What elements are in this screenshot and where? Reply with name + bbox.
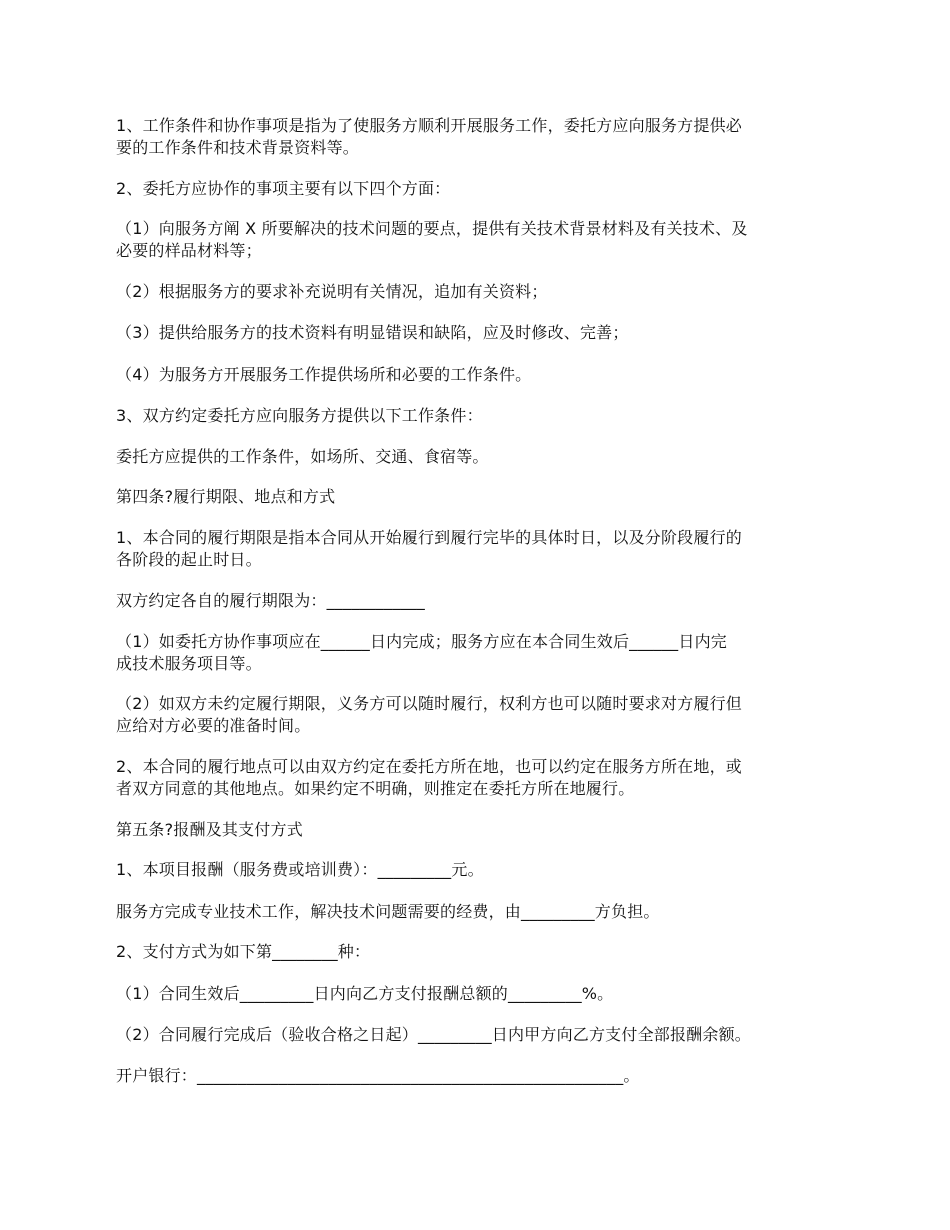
section-heading-article-4: 第四条?履行期限、地点和方式 [116, 487, 336, 506]
clause-4-1-item-2-line-1: （2）如双方未约定履行期限，义务方可以随时履行，权利方也可以随时要求对方履行但 [116, 694, 742, 713]
clause-4-1-item-2-line-2: 应给对方必要的准备时间。 [116, 716, 311, 735]
clause-3-1-line-2: 要的工作条件和技术背景资料等。 [116, 138, 360, 157]
clause-4-1-item-1-line-1: （1）如委托方协作事项应在______日内完成；服务方应在本合同生效后______日内完 [116, 632, 727, 651]
clause-5-2: 2、支付方式为如下第________种： [116, 942, 371, 961]
clause-5-1: 1、本项目报酬（服务费或培训费）：_________元。 [116, 860, 484, 879]
term-agreement-line: 双方约定各自的履行期限为：____________ [116, 591, 426, 610]
clause-5-1-expenses: 服务方完成专业技术工作，解决技术问题需要的经费，由_________方负担。 [116, 902, 660, 921]
section-heading-article-5: 第五条?报酬及其支付方式 [116, 820, 303, 839]
clause-3-2-item-4: （4）为服务方开展服务工作提供场所和必要的工作条件。 [116, 365, 532, 384]
clause-4-1-item-1-line-2: 成技术服务项目等。 [116, 654, 262, 673]
clause-3-3: 3、双方约定委托方应向服务方提供以下工作条件： [116, 406, 483, 425]
clause-5-2-item-2: （2）合同履行完成后（验收合格之日起）_________日内甲方向乙方支付全部报酬余额。 [116, 1025, 751, 1044]
clause-3-2-item-3: （3）提供给服务方的技术资料有明显错误和缺陷，应及时修改、完善； [116, 323, 629, 342]
clause-4-1-line-1: 1、本合同的履行期限是指本合同从开始履行到履行完毕的具体时日，以及分阶段履行的 [116, 528, 742, 547]
clause-5-2-item-1: （1）合同生效后_________日内向乙方支付报酬总额的_________%。 [116, 984, 614, 1003]
clause-3-3-detail: 委托方应提供的工作条件，如场所、交通、食宿等。 [116, 447, 489, 466]
clause-3-2-item-1-line-1: （1）向服务方阐 X 所要解决的技术问题的要点，提供有关技术背景材料及有关技术、及 [116, 219, 748, 238]
clause-4-1-line-2: 各阶段的起止时日。 [116, 550, 262, 569]
clause-4-2-line-1: 2、本合同的履行地点可以由双方约定在委托方所在地，也可以约定在服务方所在地，或 [116, 757, 742, 776]
clause-4-2-line-2: 者双方同意的其他地点。如果约定不明确，则推定在委托方所在地履行。 [116, 779, 635, 798]
bank-account-line: 开户银行：____________________________________________________。 [116, 1066, 640, 1085]
clause-3-2: 2、委托方应协作的事项主要有以下四个方面： [116, 179, 451, 198]
clause-3-2-item-2: （2）根据服务方的要求补充说明有关情况，追加有关资料； [116, 282, 548, 301]
clause-3-2-item-1-line-2: 必要的样品材料等； [116, 241, 262, 260]
clause-3-1-line-1: 1、工作条件和协作事项是指为了使服务方顺利开展服务工作，委托方应向服务方提供必 [116, 116, 742, 135]
